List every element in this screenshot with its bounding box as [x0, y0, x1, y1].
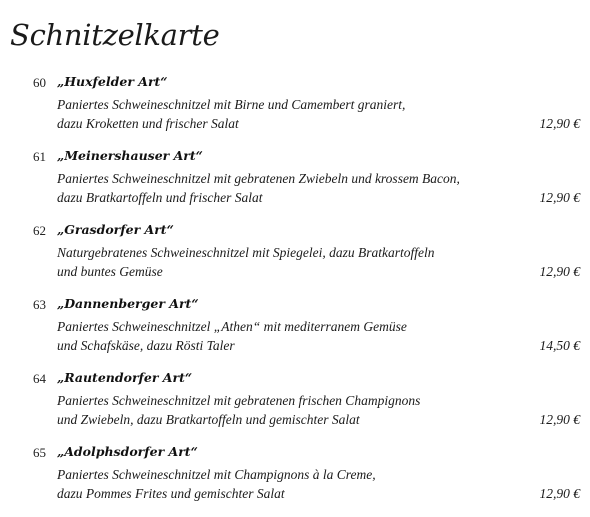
item-description-line: dazu Bratkartoffeln und frischer Salat: [57, 190, 263, 205]
item-name: „Dannenberger Art“: [57, 296, 199, 311]
item-number: 61: [33, 149, 46, 164]
item-description-line: Paniertes Schweineschnitzel mit Birne und Camembert graniert,: [57, 97, 406, 112]
item-name: „Rautendorfer Art“: [57, 370, 193, 385]
item-price: 12,90 €: [539, 486, 580, 501]
item-description: [57, 465, 376, 503]
item-number: 63: [33, 297, 46, 312]
item-number: 64: [33, 371, 46, 386]
item-description: [57, 95, 405, 133]
item-name: „Meinershauser Art“: [57, 148, 203, 163]
item-description-line: und Schafskäse, dazu Rösti Taler: [57, 338, 235, 353]
item-description-line: Paniertes Schweineschnitzel mit Champignons à la Creme,: [57, 467, 376, 482]
item-description: [57, 317, 407, 355]
item-price: 12,90 €: [539, 116, 580, 131]
item-price: 12,90 €: [539, 412, 580, 427]
page-title: Schnitzelkarte: [10, 18, 220, 52]
menu-item: [0, 147, 590, 221]
item-number: 60: [33, 75, 46, 90]
item-description-line: dazu Kroketten und frischer Salat: [57, 116, 239, 131]
item-description: [57, 391, 420, 429]
menu-item: [0, 73, 590, 147]
item-description: [57, 243, 434, 281]
item-number: 65: [33, 445, 46, 460]
item-name: „Huxfelder Art“: [57, 74, 168, 89]
item-description-line: dazu Pommes Frites und gemischter Salat: [57, 486, 285, 501]
item-description-line: Naturgebratenes Schweineschnitzel mit Spiegelei, dazu Bratkartoffeln: [57, 245, 435, 260]
item-description-line: Paniertes Schweineschnitzel „Athen“ mit mediterranem Gemüse: [57, 319, 407, 334]
item-description: [57, 169, 460, 207]
menu-item: [0, 221, 590, 295]
item-name: „Grasdorfer Art“: [57, 222, 174, 237]
menu-item: [0, 369, 590, 443]
item-number: 62: [33, 223, 46, 238]
item-description-line: Paniertes Schweineschnitzel mit gebratenen Zwiebeln und krossem Bacon,: [57, 171, 460, 186]
item-price: 14,50 €: [539, 338, 580, 353]
item-description-line: und Zwiebeln, dazu Bratkartoffeln und gemischter Salat: [57, 412, 360, 427]
item-price: 12,90 €: [539, 264, 580, 279]
item-description-line: Paniertes Schweineschnitzel mit gebratenen frischen Champignons: [57, 393, 421, 408]
menu-item: [0, 443, 590, 517]
menu-list: [0, 73, 590, 517]
item-name: „Adolphsdorfer Art“: [57, 444, 198, 459]
item-description-line: und buntes Gemüse: [57, 264, 163, 279]
menu-item: [0, 295, 590, 369]
item-price: 12,90 €: [539, 190, 580, 205]
